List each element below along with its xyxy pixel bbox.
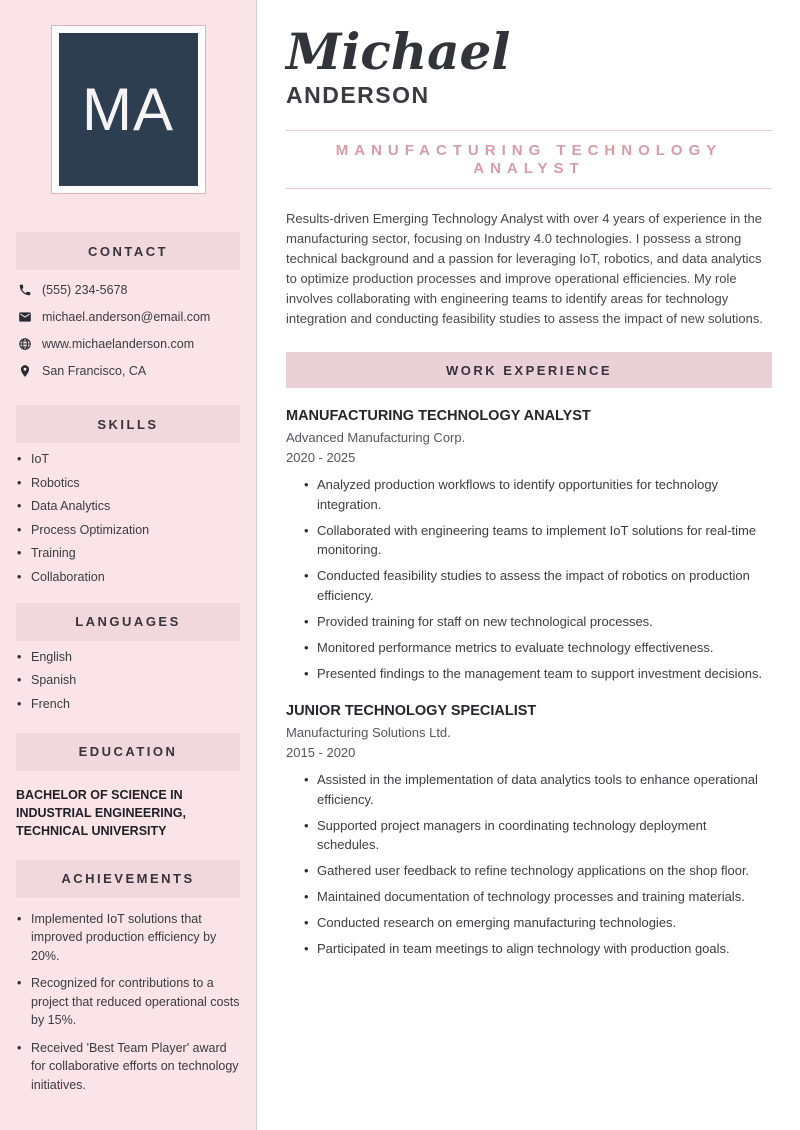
language-item: • Spanish <box>17 673 242 687</box>
job-entry <box>286 703 772 959</box>
job-title-block <box>286 130 772 189</box>
profile-summary: Results-driven Emerging Technology Analyst with over 4 years of experience in the manufacturing sector, focusing on Industry 4.0 technologies. I possess a strong technical background and a passion for leveraging IoT, robotics, and data analytics to optimize production processes and improve operational efficiencies. My role involves collaborating with engineering teams to identify areas for technology integration and conducting feasibility studies to assess the impact of new solutions. <box>286 211 763 326</box>
job-bullet: • Collaborated with engineering teams to implement IoT solutions for real-time monitoring. <box>304 521 772 560</box>
education-section-header: EDUCATION <box>16 733 240 771</box>
location-pin-icon <box>17 363 32 378</box>
profile-job-title: MANUFACTURING TECHNOLOGY ANALYST <box>335 142 723 177</box>
skill-item: • IoT <box>17 452 242 466</box>
contact-phone-value: (555) 234-5678 <box>42 282 128 297</box>
phone-icon <box>17 282 32 297</box>
language-item: • English <box>17 650 242 664</box>
achievements-section-header: ACHIEVEMENTS <box>16 860 240 898</box>
job-entry-dates: 2020 - 2025 <box>286 450 356 465</box>
skills-section-header: SKILLS <box>16 405 240 443</box>
job-bullet: • Provided training for staff on new technological processes. <box>304 612 772 632</box>
job-entry-bullets <box>286 475 772 683</box>
contact-location-row <box>0 357 256 384</box>
education-degree: BACHELOR OF SCIENCE IN INDUSTRIAL ENGINEERING, TECHNICAL UNIVERSITY <box>16 787 186 838</box>
skill-item: • Robotics <box>17 476 242 490</box>
skill-item: • Process Optimization <box>17 523 242 537</box>
skill-item: • Training <box>17 546 242 560</box>
contact-website-value: www.michaelanderson.com <box>42 336 195 351</box>
job-entry-dates: 2015 - 2020 <box>286 745 356 760</box>
skill-item: • Collaboration <box>17 570 242 584</box>
job-bullet: • Assisted in the implementation of data analytics tools to enhance operational efficiency. <box>304 770 772 809</box>
contact-section-header: CONTACT <box>16 232 240 270</box>
languages-list <box>0 650 256 711</box>
job-entry <box>286 408 772 683</box>
resume-main-column <box>258 0 800 1130</box>
job-entry-bullets <box>286 770 772 959</box>
achievement-item: • Received 'Best Team Player' award for collaborative efforts on technology initiatives. <box>17 1039 242 1095</box>
job-entry-company: Advanced Manufacturing Corp. <box>286 430 466 445</box>
job-entry-title: MANUFACTURING TECHNOLOGY ANALYST <box>286 408 591 424</box>
contact-phone-row <box>0 276 256 303</box>
job-bullet: • Maintained documentation of technology processes and training materials. <box>304 887 772 907</box>
last-name: ANDERSON <box>286 82 430 108</box>
email-icon <box>17 309 32 324</box>
language-item: • French <box>17 697 242 711</box>
job-bullet: • Participated in team meetings to align technology with production goals. <box>304 939 772 959</box>
job-entry-company: Manufacturing Solutions Ltd. <box>286 725 451 740</box>
achievement-item: • Recognized for contributions to a project that reduced operational costs by 15%. <box>17 974 242 1030</box>
profile-initials-avatar: MA <box>59 33 198 186</box>
resume-sidebar <box>0 0 257 1130</box>
job-bullet: • Gathered user feedback to refine technology applications on the shop floor. <box>304 861 772 881</box>
skills-list <box>0 452 256 584</box>
job-bullet: • Presented findings to the management team to support investment decisions. <box>304 664 772 684</box>
contact-location-value: San Francisco, CA <box>42 363 147 378</box>
first-name: Michael <box>286 22 511 81</box>
skill-item: • Data Analytics <box>17 499 242 513</box>
job-bullet: • Monitored performance metrics to evaluate technology effectiveness. <box>304 638 772 658</box>
job-bullet: • Analyzed production workflows to identify opportunities for technology integration. <box>304 475 772 514</box>
contact-list <box>0 276 256 384</box>
globe-icon <box>17 336 32 351</box>
job-bullet: • Supported project managers in coordinating technology deployment schedules. <box>304 816 772 855</box>
job-entry-title: JUNIOR TECHNOLOGY SPECIALIST <box>286 703 537 719</box>
languages-section-header: LANGUAGES <box>16 603 240 641</box>
contact-email-row <box>0 303 256 330</box>
achievements-list <box>0 910 256 1095</box>
job-bullet: • Conducted feasibility studies to assess the impact of robotics on production efficiency. <box>304 566 772 605</box>
work-experience-section-header: WORK EXPERIENCE <box>286 352 772 388</box>
job-bullet: • Conducted research on emerging manufacturing technologies. <box>304 913 772 933</box>
profile-photo-frame <box>51 25 206 194</box>
achievement-item: • Implemented IoT solutions that improved production efficiency by 20%. <box>17 910 242 966</box>
contact-email-value: michael.anderson@email.com <box>42 309 211 324</box>
contact-website-row <box>0 330 256 357</box>
